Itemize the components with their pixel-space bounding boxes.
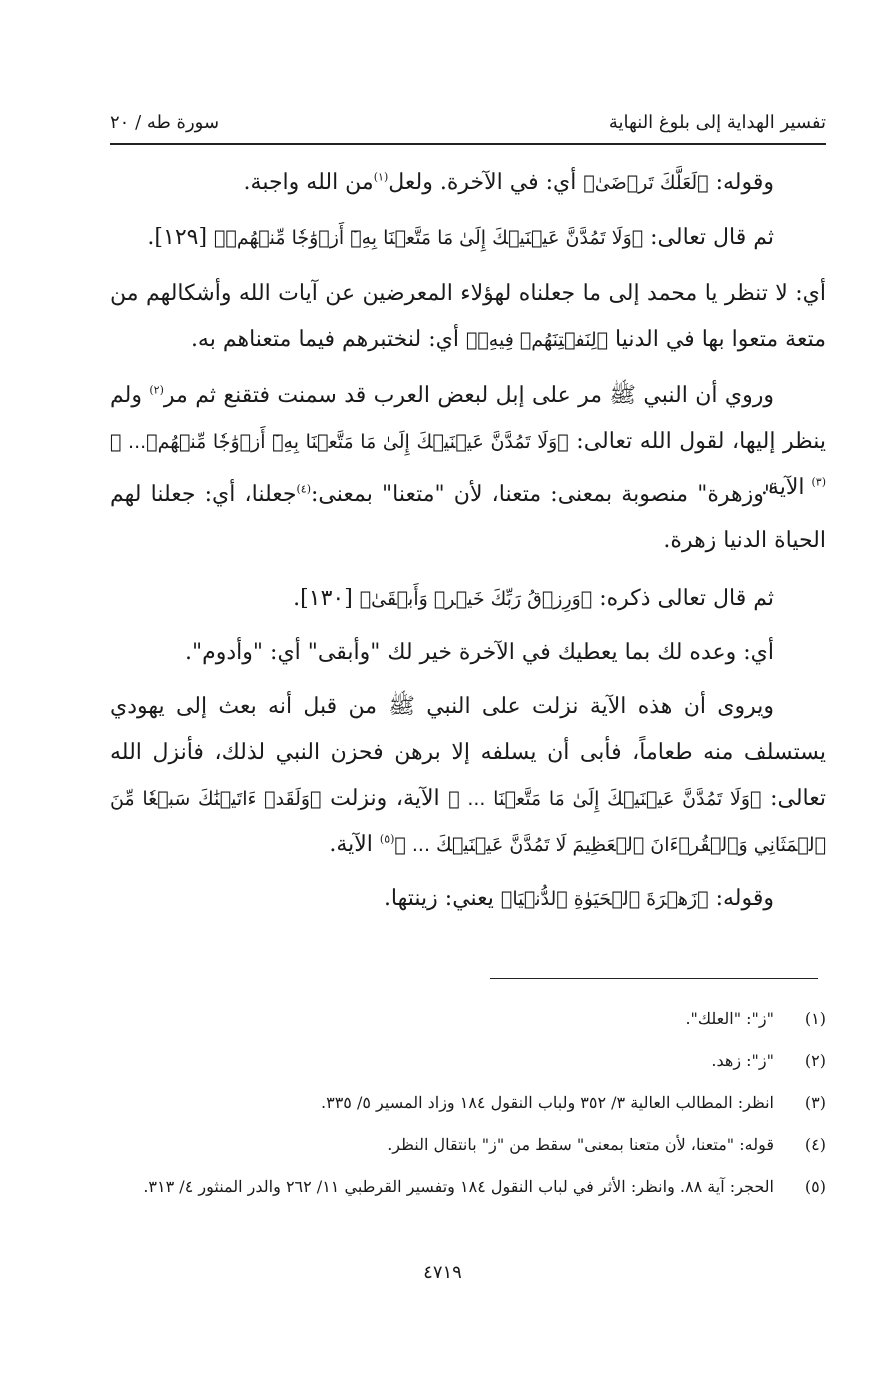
paragraph-7 [110,630,826,676]
footnote-number: (٥) [804,1177,826,1196]
paragraph-3 [110,271,826,363]
text-run: ثم قال تعالى ذكره: [592,586,774,611]
text-run: من الله واجبة. [243,170,374,195]
footnote-text: الحجر: آية ٨٨. وانظر: الأثر في لباب النقول ١٨٤ وتفسير القرطبي ١١/ ٢٦٢ والدر المنثور ٤/ ٣١٣. [143,1177,774,1196]
footnote-text: "ز": "العلك". [685,1009,774,1028]
quran-verse: ﴿وَلَا تَمُدَّنَّ عَيۡنَيۡكَ إِلَىٰ مَا مَتَّعۡنَا ... ﴾ [448,788,762,810]
footnote-number: (٢) [804,1051,826,1070]
quran-verse: ﴿وَلَقَدۡ ءَاتَيۡنَٰكَ سَبۡعٗا مِّنَ ٱلۡمَثَانِي وَٱلۡقُرۡءَانَ ٱلۡعَظِيمَ لَا تَمُدَّنَّ عَيۡنَيۡكَ ... ﴾ [110,788,826,856]
footnote-item [110,1002,826,1036]
text-run: الآية. [760,475,812,500]
quran-verse: ﴿وَلَا تَمُدَّنَّ عَيۡنَيۡكَ إِلَىٰ مَا مَتَّعۡنَا بِهِۦٓ أَزۡوَٰجٗا مِّنۡهُمۡ... ﴾ [110,431,569,453]
footnote-number: (٣) [804,1093,826,1112]
text-run: جعلنا، أي: جعلنا لهم الحياة الدنيا زهرة. [110,482,826,553]
text-run: يعني: زينتها. [383,886,501,911]
text-run: ويروى أن هذه الآية نزلت على النبي ﷺ من قبل أنه بعث إلى يهودي يستسلف منه طعاماً، فأبى أن يسلفه إلا برهن فحزن النبي لذلك، فأنزل الله تعالى: [110,694,826,811]
footnote-ref[interactable]: (٤) [296,482,312,496]
footnote-text: قوله: "متعنا، لأن متعنا بمعنى" سقط من "ز" بانتقال النظر. [387,1135,774,1154]
quran-verse: ﴿زَهۡرَةَ ٱلۡحَيَوٰةِ ٱلدُّنۡيَا﴾ [500,888,709,910]
text-run: "وزهرة" منصوبة بمعنى: متعنا، لأن "متعنا" بمعنى: [311,482,774,507]
footnote-item [110,1044,826,1078]
text-run: وقوله: [708,170,774,195]
footnote-ref[interactable]: (٥) [379,832,395,846]
paragraph-1 [110,160,826,206]
text-run: أي: وعده لك بما يعطيك في الآخرة خير لك "وأبقى" أي: "وأدوم". [185,640,774,665]
surah-page-ref: سورة طه / ٢٠ [110,111,220,133]
footnote-ref[interactable]: (٣) [811,475,826,489]
text-run: الآية. [329,832,380,857]
footnote-item [110,1170,826,1204]
paragraph-6 [110,576,826,622]
text-run: ثم قال تعالى: [643,225,774,250]
text-run: الآية، ونزلت [321,786,449,811]
text-run: وروي أن النبي ﷺ مر على إبل لبعض العرب قد سمنت فتقنع ثم مر [163,383,774,408]
footnote-text: "ز": زهد. [711,1051,774,1070]
page-number: ٤٧١٩ [423,1262,462,1283]
footnote-separator [490,978,818,979]
text-run: أي: لنختبرهم فيما متعناهم به. [190,327,466,352]
footnote-number: (٤) [804,1135,826,1154]
text-run: أي: لا تنظر يا محمد إلى ما جعلناه لهؤلاء المعرضين عن آيات الله وأشكالهم من متعة متعوا بها في الدنيا [110,281,826,352]
quran-verse: ﴿وَلَا تَمُدَّنَّ عَيۡنَيۡكَ إِلَىٰ مَا مَتَّعۡنَا بِهِۦٓ أَزۡوَٰجٗا مِّنۡهُمۡ﴾ [214,227,644,249]
text-run: وقوله: [708,886,774,911]
quran-verse: ﴿وَرِزۡقُ رَبِّكَ خَيۡرٞ وَأَبۡقَىٰ﴾ [359,588,593,610]
paragraph-5 [110,472,826,564]
quran-verse: ﴿لِنَفۡتِنَهُمۡ فِيهِۚ﴾ [465,329,609,351]
paragraph-9 [110,876,826,922]
paragraph-2 [110,215,826,261]
verse-number: [١٢٩]. [147,225,215,250]
text-run: أي: في الآخرة. ولعل [388,170,584,195]
footnote-item [110,1128,826,1162]
footnote-text: انظر: المطالب العالية ٣/ ٣٥٢ ولباب النقول ١٨٤ وزاد المسير ٥/ ٣٣٥. [321,1093,774,1112]
footnote-item [110,1086,826,1120]
footnote-number: (١) [804,1009,826,1028]
header-rule [110,143,826,145]
text-run: ولم ينظر إليها، لقول الله تعالى: [110,383,826,454]
footnote-ref[interactable]: (٢) [149,383,164,397]
running-header [110,102,826,142]
footnotes [110,1002,826,1212]
paragraph-8 [110,684,826,868]
book-title: تفسير الهداية إلى بلوغ النهاية [608,111,826,133]
footnote-ref[interactable]: (١) [373,170,389,184]
verse-number: [١٣٠]. [293,586,360,611]
quran-verse: ﴿لَعَلَّكَ تَرۡضَىٰ﴾ [583,172,709,194]
